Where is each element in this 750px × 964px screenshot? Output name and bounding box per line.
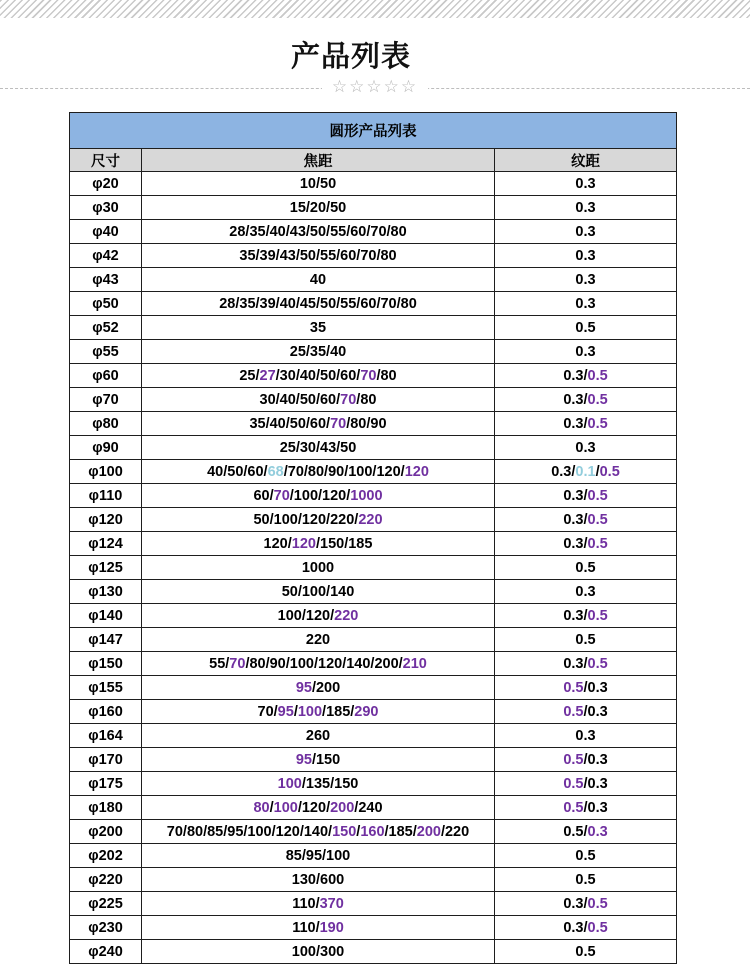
value-segment: 200 xyxy=(416,823,441,840)
value-segment: 10/50 xyxy=(299,175,337,192)
table-row xyxy=(70,820,677,844)
value-segment: / xyxy=(356,823,361,840)
value-segment: 80 xyxy=(253,799,270,816)
value-segment: 0.5 xyxy=(563,775,584,792)
cell-focal-length xyxy=(142,868,495,892)
value-segment: 100 xyxy=(297,703,323,720)
value-segment: 55/ xyxy=(209,655,230,672)
cell-groove-pitch xyxy=(495,172,677,196)
value-segment: 0.3/ xyxy=(563,535,588,552)
cell-focal-length xyxy=(142,532,495,556)
cell-size: φ124 xyxy=(70,532,142,556)
cell-groove-pitch xyxy=(495,916,677,940)
value-segment: 0.3/ xyxy=(563,607,588,624)
cell-size: φ120 xyxy=(70,508,142,532)
cell-groove-pitch xyxy=(495,340,677,364)
table-caption-row xyxy=(70,113,677,149)
table-row xyxy=(70,556,677,580)
table-row xyxy=(70,676,677,700)
cell-focal-length xyxy=(142,820,495,844)
value-segment: 25/30/43/50 xyxy=(279,439,357,456)
value-segment: 120/ xyxy=(263,535,292,552)
table-row xyxy=(70,748,677,772)
value-segment: 0.5 xyxy=(587,511,608,528)
value-segment: 0.3 xyxy=(575,727,596,744)
value-segment: 68 xyxy=(267,463,284,480)
table-row xyxy=(70,436,677,460)
value-segment: 0.3/ xyxy=(563,919,588,936)
value-segment: 160 xyxy=(360,823,385,840)
cell-size: φ140 xyxy=(70,604,142,628)
value-segment: 0.5 xyxy=(563,679,584,696)
table-row xyxy=(70,628,677,652)
table-caption: 圆形产品列表 xyxy=(70,113,677,149)
cell-focal-length xyxy=(142,772,495,796)
value-segment: 0.3/ xyxy=(551,463,576,480)
cell-groove-pitch xyxy=(495,652,677,676)
table-row xyxy=(70,700,677,724)
cell-focal-length xyxy=(142,748,495,772)
value-segment: 70 xyxy=(229,655,246,672)
header-groove-pitch: 纹距 xyxy=(495,149,677,172)
value-segment: 28/35/40/43/50/55/60/70/80 xyxy=(229,223,407,240)
value-segment: 0.3/ xyxy=(563,655,588,672)
cell-groove-pitch xyxy=(495,844,677,868)
cell-focal-length xyxy=(142,604,495,628)
star-rating-decoration: ☆☆☆☆☆ xyxy=(322,76,428,98)
cell-groove-pitch xyxy=(495,388,677,412)
value-segment: 0.5 xyxy=(587,655,608,672)
cell-groove-pitch xyxy=(495,412,677,436)
value-segment: 0.5 xyxy=(575,847,596,864)
value-segment: 28/35/39/40/45/50/55/60/70/80 xyxy=(219,295,417,312)
value-segment: 70/ xyxy=(257,703,278,720)
value-segment: 60/ xyxy=(253,487,274,504)
value-segment: 0.5 xyxy=(575,559,596,576)
value-segment: /220 xyxy=(440,823,470,840)
table-header-row xyxy=(70,149,677,172)
value-segment: /0.3 xyxy=(583,751,608,768)
cell-groove-pitch xyxy=(495,316,677,340)
value-segment: 0.3 xyxy=(575,175,596,192)
cell-focal-length xyxy=(142,220,495,244)
table-row xyxy=(70,244,677,268)
value-segment: /80/90/100/120/140/200/ xyxy=(245,655,403,672)
cell-groove-pitch xyxy=(495,820,677,844)
cell-focal-length xyxy=(142,700,495,724)
value-segment: /185/ xyxy=(322,703,355,720)
cell-size: φ202 xyxy=(70,844,142,868)
cell-size: φ180 xyxy=(70,796,142,820)
value-segment: 30/40/50/60/ xyxy=(259,391,341,408)
table-row xyxy=(70,220,677,244)
value-segment: 0.3 xyxy=(575,343,596,360)
round-product-table xyxy=(69,112,677,964)
value-segment: 0.5 xyxy=(563,799,584,816)
cell-groove-pitch xyxy=(495,772,677,796)
cell-groove-pitch xyxy=(495,268,677,292)
table-row xyxy=(70,172,677,196)
value-segment: 260 xyxy=(305,727,331,744)
value-segment: / xyxy=(595,463,600,480)
value-segment: 150 xyxy=(332,823,357,840)
value-segment: 50/100/120/220/ xyxy=(253,511,359,528)
cell-size: φ130 xyxy=(70,580,142,604)
value-segment: 120 xyxy=(404,463,429,480)
table-row xyxy=(70,484,677,508)
cell-focal-length xyxy=(142,196,495,220)
value-segment: 0.5 xyxy=(587,487,608,504)
value-segment: 200 xyxy=(330,799,355,816)
value-segment: 0.3 xyxy=(575,271,596,288)
cell-size: φ110 xyxy=(70,484,142,508)
table-row xyxy=(70,652,677,676)
cell-focal-length xyxy=(142,484,495,508)
cell-focal-length xyxy=(142,916,495,940)
cell-size: φ100 xyxy=(70,460,142,484)
value-segment: 25/35/40 xyxy=(289,343,347,360)
value-segment: 0.3 xyxy=(575,439,596,456)
cell-focal-length xyxy=(142,436,495,460)
value-segment: 0.5 xyxy=(587,391,608,408)
value-segment: 0.5 xyxy=(587,415,608,432)
cell-focal-length xyxy=(142,316,495,340)
cell-groove-pitch xyxy=(495,484,677,508)
cell-groove-pitch xyxy=(495,628,677,652)
cell-focal-length xyxy=(142,172,495,196)
cell-size: φ60 xyxy=(70,364,142,388)
table-row xyxy=(70,388,677,412)
cell-focal-length xyxy=(142,652,495,676)
value-segment: 0.5 xyxy=(575,871,596,888)
value-segment: 0.5 xyxy=(575,631,596,648)
cell-size: φ42 xyxy=(70,244,142,268)
cell-focal-length xyxy=(142,892,495,916)
cell-groove-pitch xyxy=(495,580,677,604)
cell-size: φ70 xyxy=(70,388,142,412)
cell-groove-pitch xyxy=(495,460,677,484)
value-segment: 0.5 xyxy=(575,943,596,960)
cell-size: φ160 xyxy=(70,700,142,724)
cell-groove-pitch xyxy=(495,604,677,628)
value-segment: 95 xyxy=(295,679,312,696)
cell-focal-length xyxy=(142,508,495,532)
value-segment: /120/ xyxy=(297,799,331,816)
value-segment: /100/120/ xyxy=(289,487,351,504)
value-segment: 220 xyxy=(334,607,359,624)
value-segment: 95 xyxy=(277,703,294,720)
table-row xyxy=(70,460,677,484)
value-segment: 35/39/43/50/55/60/70/80 xyxy=(239,247,397,264)
table-row xyxy=(70,532,677,556)
cell-focal-length xyxy=(142,580,495,604)
cell-focal-length xyxy=(142,460,495,484)
cell-groove-pitch xyxy=(495,220,677,244)
table-row xyxy=(70,412,677,436)
value-segment: 100/300 xyxy=(291,943,345,960)
value-segment: 130/600 xyxy=(291,871,345,888)
cell-size: φ147 xyxy=(70,628,142,652)
value-segment: 1000 xyxy=(301,559,335,576)
cell-groove-pitch xyxy=(495,508,677,532)
cell-groove-pitch xyxy=(495,868,677,892)
cell-size: φ125 xyxy=(70,556,142,580)
header-size: 尺寸 xyxy=(70,149,142,172)
value-segment: 0.1 xyxy=(575,463,596,480)
value-segment: 0.3/ xyxy=(563,511,588,528)
table-row xyxy=(70,196,677,220)
cell-groove-pitch xyxy=(495,748,677,772)
value-segment: 0.3/ xyxy=(563,391,588,408)
cell-size: φ30 xyxy=(70,196,142,220)
value-segment: /185/ xyxy=(384,823,417,840)
value-segment: 0.5 xyxy=(587,895,608,912)
table-row xyxy=(70,604,677,628)
cell-size: φ230 xyxy=(70,916,142,940)
value-segment: 35 xyxy=(309,319,327,336)
cell-size: φ175 xyxy=(70,772,142,796)
value-segment: 110/ xyxy=(292,895,320,912)
cell-focal-length xyxy=(142,412,495,436)
value-segment: 0.3 xyxy=(575,199,596,216)
cell-groove-pitch xyxy=(495,532,677,556)
cell-focal-length xyxy=(142,676,495,700)
value-segment: 190 xyxy=(319,919,344,936)
value-segment: 110/ xyxy=(292,919,320,936)
cell-focal-length xyxy=(142,724,495,748)
cell-focal-length xyxy=(142,292,495,316)
page-title: 产品列表 xyxy=(290,39,411,73)
value-segment: 95 xyxy=(295,751,312,768)
cell-focal-length xyxy=(142,844,495,868)
value-segment: /150 xyxy=(311,751,341,768)
value-segment: 0.3 xyxy=(587,823,608,840)
value-segment: /80 xyxy=(376,367,397,384)
cell-focal-length xyxy=(142,388,495,412)
table-row xyxy=(70,796,677,820)
value-segment: 290 xyxy=(354,703,379,720)
value-segment: /80/90 xyxy=(346,415,387,432)
value-segment: 40 xyxy=(309,271,327,288)
value-segment: 0.3 xyxy=(575,247,596,264)
table-row xyxy=(70,364,677,388)
value-segment: /30/40/50/60/ xyxy=(275,367,361,384)
cell-groove-pitch xyxy=(495,244,677,268)
value-segment: 120 xyxy=(291,535,316,552)
cell-size: φ90 xyxy=(70,436,142,460)
cell-groove-pitch xyxy=(495,724,677,748)
table-row xyxy=(70,508,677,532)
value-segment: 0.3 xyxy=(575,223,596,240)
value-segment: /135/150 xyxy=(301,775,359,792)
value-segment: 0.5 xyxy=(575,319,596,336)
value-segment: /240 xyxy=(354,799,383,816)
cell-size: φ52 xyxy=(70,316,142,340)
value-segment: 0.3/ xyxy=(563,367,588,384)
cell-focal-length xyxy=(142,796,495,820)
table-row xyxy=(70,868,677,892)
value-segment: 100 xyxy=(273,799,298,816)
value-segment: 50/100/140 xyxy=(281,583,355,600)
value-segment: 0.5 xyxy=(563,751,584,768)
value-segment: 15/20/50 xyxy=(289,199,347,216)
cell-groove-pitch xyxy=(495,676,677,700)
cell-groove-pitch xyxy=(495,364,677,388)
cell-groove-pitch xyxy=(495,436,677,460)
table-row xyxy=(70,916,677,940)
cell-focal-length xyxy=(142,340,495,364)
value-segment: 0.5/ xyxy=(563,823,588,840)
table-row xyxy=(70,268,677,292)
cell-size: φ150 xyxy=(70,652,142,676)
table-row xyxy=(70,844,677,868)
value-segment: /0.3 xyxy=(583,679,608,696)
value-segment: 1000 xyxy=(350,487,383,504)
header-focal-length: 焦距 xyxy=(142,149,495,172)
value-segment: 0.5 xyxy=(599,463,620,480)
value-segment: 0.3 xyxy=(575,583,596,600)
value-segment: 0.3/ xyxy=(563,487,588,504)
value-segment: 0.5 xyxy=(587,919,608,936)
value-segment: 0.3 xyxy=(575,295,596,312)
value-segment: / xyxy=(269,799,274,816)
value-segment: 210 xyxy=(402,655,427,672)
cell-size: φ40 xyxy=(70,220,142,244)
value-segment: /70/80/90/100/120/ xyxy=(283,463,405,480)
value-segment: 70 xyxy=(340,391,357,408)
table-row xyxy=(70,316,677,340)
cell-groove-pitch xyxy=(495,892,677,916)
value-segment: 27 xyxy=(259,367,276,384)
value-segment: / xyxy=(293,703,298,720)
cell-size: φ240 xyxy=(70,940,142,964)
cell-focal-length xyxy=(142,268,495,292)
cell-groove-pitch xyxy=(495,292,677,316)
value-segment: /80 xyxy=(356,391,377,408)
cell-size: φ225 xyxy=(70,892,142,916)
value-segment: 0.5 xyxy=(563,703,584,720)
cell-size: φ43 xyxy=(70,268,142,292)
table-row xyxy=(70,892,677,916)
value-segment: /200 xyxy=(311,679,341,696)
cell-size: φ155 xyxy=(70,676,142,700)
value-segment: 40/50/60/ xyxy=(207,463,268,480)
cell-groove-pitch xyxy=(495,796,677,820)
value-segment: 220 xyxy=(305,631,331,648)
cell-focal-length xyxy=(142,556,495,580)
value-segment: 220 xyxy=(358,511,383,528)
decorative-stripe-band xyxy=(0,0,750,18)
cell-groove-pitch xyxy=(495,700,677,724)
value-segment: 370 xyxy=(319,895,344,912)
value-segment: 70 xyxy=(273,487,290,504)
cell-size: φ55 xyxy=(70,340,142,364)
value-segment: /0.3 xyxy=(583,703,608,720)
value-segment: 70 xyxy=(330,415,347,432)
value-segment: 0.5 xyxy=(587,607,608,624)
table-row xyxy=(70,340,677,364)
cell-size: φ170 xyxy=(70,748,142,772)
cell-groove-pitch xyxy=(495,196,677,220)
cell-focal-length xyxy=(142,628,495,652)
value-segment: /150/185 xyxy=(315,535,373,552)
table-row xyxy=(70,724,677,748)
value-segment: 25/ xyxy=(239,367,260,384)
table-row xyxy=(70,580,677,604)
cell-size: φ220 xyxy=(70,868,142,892)
cell-size: φ20 xyxy=(70,172,142,196)
value-segment: /0.3 xyxy=(583,799,608,816)
cell-groove-pitch xyxy=(495,556,677,580)
table-row xyxy=(70,772,677,796)
value-segment: /0.3 xyxy=(583,775,608,792)
cell-size: φ164 xyxy=(70,724,142,748)
value-segment: 0.5 xyxy=(587,367,608,384)
value-segment: 100/120/ xyxy=(277,607,335,624)
value-segment: 0.3/ xyxy=(563,415,588,432)
value-segment: 70 xyxy=(360,367,377,384)
value-segment: 70/80/85/95/100/120/140/ xyxy=(166,823,333,840)
value-segment: 0.3/ xyxy=(563,895,588,912)
cell-size: φ80 xyxy=(70,412,142,436)
table-row xyxy=(70,292,677,316)
value-segment: 100 xyxy=(277,775,302,792)
cell-focal-length xyxy=(142,364,495,388)
value-segment: 35/40/50/60/ xyxy=(249,415,331,432)
value-segment: 0.5 xyxy=(587,535,608,552)
cell-size: φ50 xyxy=(70,292,142,316)
value-segment: 85/95/100 xyxy=(285,847,351,864)
cell-size: φ200 xyxy=(70,820,142,844)
cell-focal-length xyxy=(142,244,495,268)
